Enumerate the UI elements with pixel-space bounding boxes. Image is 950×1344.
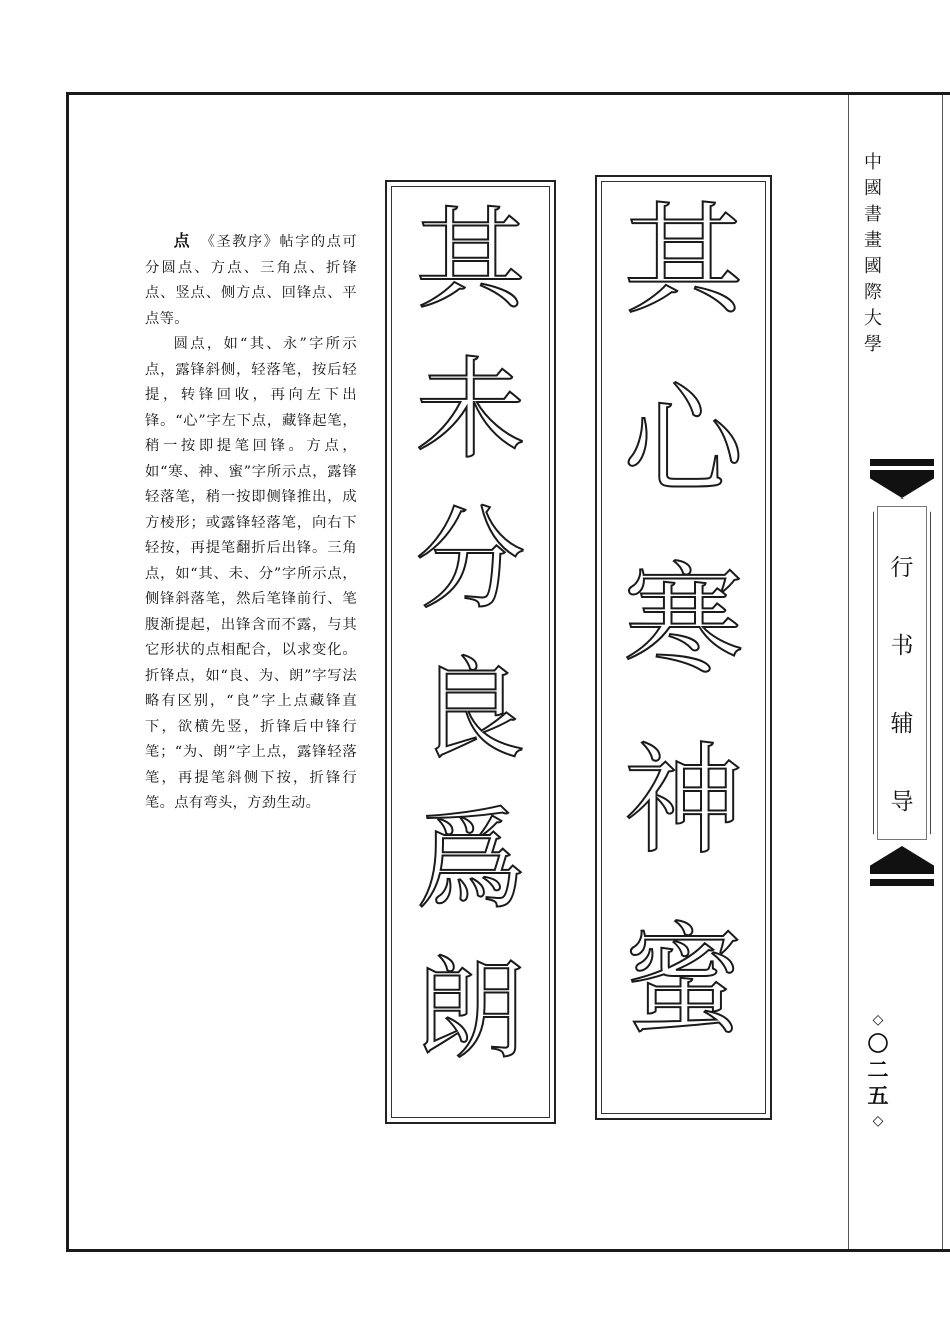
calligraphy-glyph: 寒 xyxy=(623,552,744,691)
calligraphy-glyph: 神 xyxy=(623,732,744,871)
book-title: 中 國 書 畫 國 際 大 學 xyxy=(864,152,882,355)
calligraphy-glyph: 爲 xyxy=(415,796,526,924)
calligraphy-glyph: 其 xyxy=(623,192,744,331)
calligraphy-glyph: 蜜 xyxy=(623,912,744,1051)
margin-rule xyxy=(942,95,943,1249)
calligraphy-glyph: 良 xyxy=(415,646,526,774)
calligraphy-glyph: 未 xyxy=(415,346,526,474)
page-number: ◇ 〇 二 五 ◇ xyxy=(867,1012,889,1129)
margin-rule xyxy=(848,95,849,1249)
paragraph-2: 圆点，如“其、永”字所示点，露锋斜侧，轻落笔，按后轻提，转锋回收，再向左下出锋。“心”字左下点，藏锋起笔，稍一按即提笔回锋。方点，如“寒、神、蜜”字所示点，露锋轻落笔，稍一按即侧锋推出，成方棱形；或露锋轻落笔，向右下轻按，再提笔翻折后出锋。三角点，如“其、未、分”字所示点，侧锋斜落笔，然后笔锋前行、笔腹渐提起，出锋含而不露，与其它形状的点相配合，以求变化。折锋点，如“良、为、朗”字写法略有区别，“良”字上点藏锋直下，欲横先竖，折锋后中锋行笔；“为、朗”字上点，露锋轻落笔，再提笔斜侧下按，折锋行笔。点有弯头，方劲生动。 xyxy=(145,336,357,811)
calligraphy-panel-right xyxy=(595,175,772,1120)
body-text xyxy=(145,228,357,817)
ornament-bar xyxy=(870,879,934,886)
section-label: 行 书 辅 导 xyxy=(890,555,914,815)
ornament-bar xyxy=(870,459,934,466)
calligraphy-glyph: 朗 xyxy=(415,946,526,1074)
calligraphy-glyph: 分 xyxy=(415,496,526,624)
calligraphy-glyph: 心 xyxy=(623,372,744,511)
diamond-icon: ◇ xyxy=(872,1113,884,1129)
paragraph-1: 点 《圣教序》帖字的点可分圆点、方点、三角点、折锋点、竖点、侧方点、回锋点、平点等。 xyxy=(145,231,358,327)
section-heading: 点 xyxy=(173,231,192,250)
diamond-icon: ◇ xyxy=(872,1012,884,1028)
calligraphy-panel-left xyxy=(385,180,556,1124)
calligraphy-glyph: 其 xyxy=(415,196,526,324)
